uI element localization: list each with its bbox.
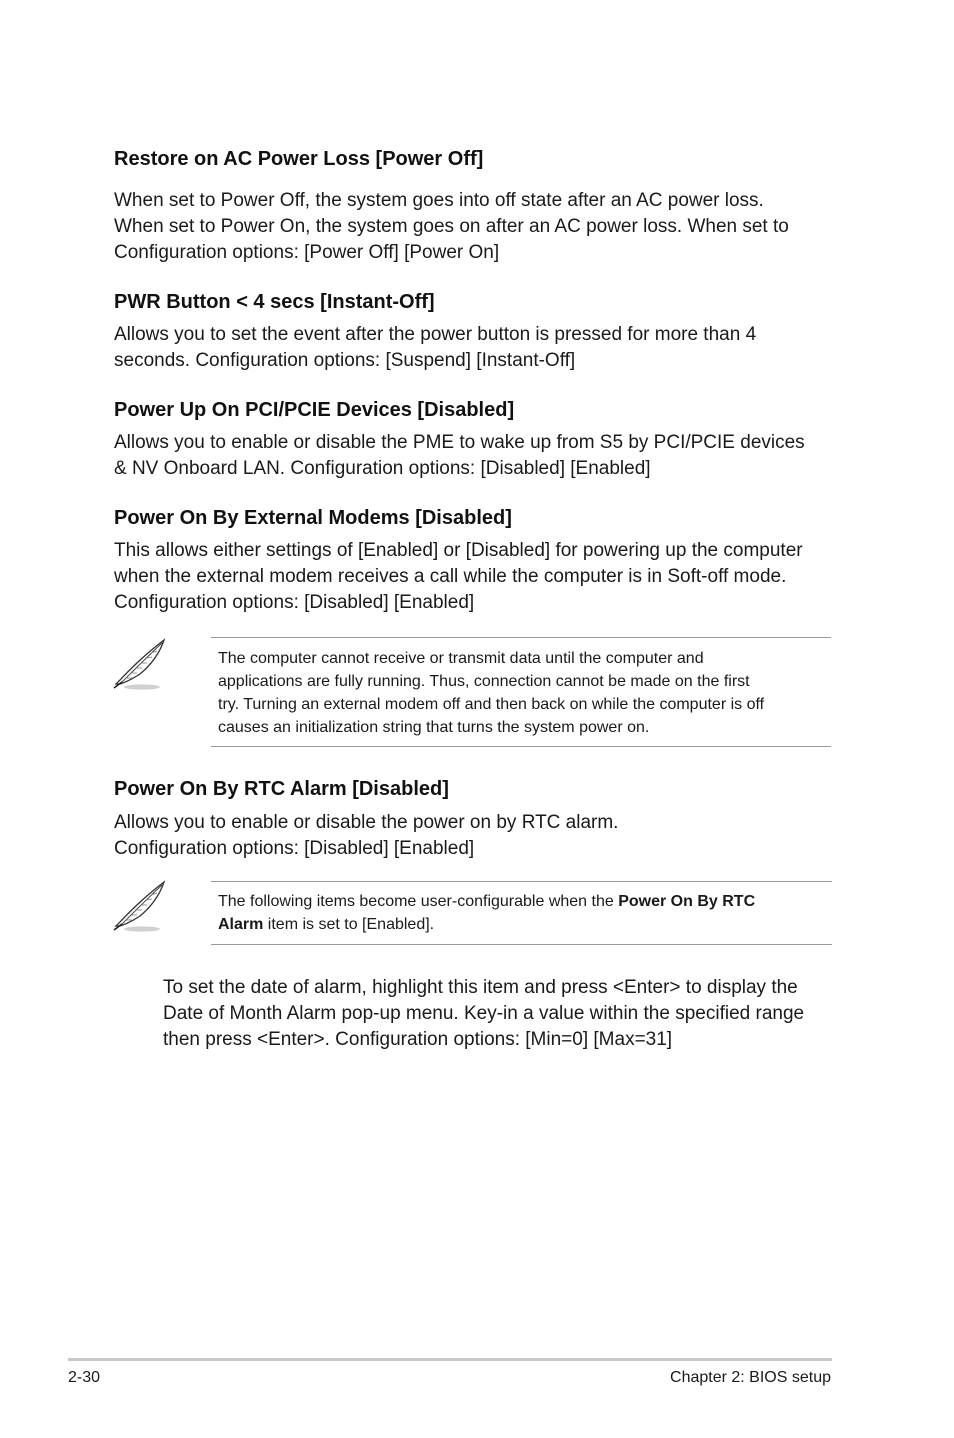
body-line: Configuration options: [Disabled] [Enabled] <box>114 838 475 859</box>
body-line: When set to Power Off, the system goes into off state after an AC power loss. <box>114 190 764 211</box>
body-line: Allows you to enable or disable the power on by RTC alarm. <box>114 812 619 833</box>
note-top-rule <box>211 881 832 882</box>
quill-pen-icon <box>112 638 168 694</box>
section-heading-rtc-alarm: Power On By RTC Alarm [Disabled] <box>114 778 449 800</box>
alarm-date-description <box>163 975 843 1053</box>
note-text-plain: The following items become user-configurable when the <box>218 893 619 910</box>
section-body-external-modems <box>114 538 834 616</box>
body-line: Allows you to set the event after the power button is pressed for more than 4 <box>114 324 757 345</box>
body-line: Configuration options: [Disabled] [Enabled] <box>114 592 475 613</box>
section-body-power-up-pci <box>114 430 834 482</box>
section-heading-external-modems: Power On By External Modems [Disabled] <box>114 507 512 529</box>
note-line: causes an initialization string that turns the system power on. <box>218 719 650 736</box>
note-line: try. Turning an external modem off and then back on while the computer is off <box>218 696 765 713</box>
note-text-plain: item is set to [Enabled]. <box>263 916 435 933</box>
page-number: 2-30 <box>68 1369 101 1386</box>
note-rtc-text <box>218 890 818 936</box>
section-body-pwr-button <box>114 322 834 374</box>
note-bottom-rule <box>211 944 832 945</box>
body-line: seconds. Configuration options: [Suspend] [Instant-Off] <box>114 350 576 371</box>
section-body-restore-ac-power-loss <box>114 188 834 266</box>
section-heading-pwr-button: PWR Button < 4 secs [Instant-Off] <box>114 291 435 313</box>
note-line: applications are fully running. Thus, connection cannot be made on the first <box>218 673 750 690</box>
note-line <box>218 890 818 913</box>
body-line: when the external modem receives a call while the computer is in Soft-off mode. <box>114 566 787 587</box>
body-line: This allows either settings of [Enabled] or [Disabled] for powering up the computer <box>114 540 803 561</box>
note-modem-text <box>218 647 818 739</box>
note-line <box>218 913 818 936</box>
body-line: Allows you to enable or disable the PME to wake up from S5 by PCI/PCIE devices <box>114 432 805 453</box>
section-body-rtc-alarm <box>114 810 834 862</box>
note-top-rule <box>211 637 831 638</box>
body-line: Configuration options: [Power Off] [Power On] <box>114 242 500 263</box>
quill-pen-icon <box>112 880 168 936</box>
section-heading-restore-ac-power-loss: Restore on AC Power Loss [Power Off] <box>114 148 484 170</box>
footer-rule <box>68 1358 832 1361</box>
body-line: then press <Enter>. Configuration options: [Min=0] [Max=31] <box>163 1029 673 1050</box>
body-line: & NV Onboard LAN. Configuration options: [Disabled] [Enabled] <box>114 458 651 479</box>
note-line: The computer cannot receive or transmit data until the computer and <box>218 650 704 667</box>
section-heading-power-up-pci: Power Up On PCI/PCIE Devices [Disabled] <box>114 399 515 421</box>
body-line: To set the date of alarm, highlight this item and press <Enter> to display the <box>163 977 798 998</box>
body-line: When set to Power On, the system goes on after an AC power loss. When set to <box>114 216 789 237</box>
body-line: Date of Month Alarm pop-up menu. Key-in a value within the specified range <box>163 1003 805 1024</box>
note-text-bold: Alarm <box>218 916 264 933</box>
chapter-title: Chapter 2: BIOS setup <box>670 1369 831 1386</box>
note-text-bold: Power On By RTC <box>618 893 756 910</box>
note-bottom-rule <box>211 746 831 747</box>
